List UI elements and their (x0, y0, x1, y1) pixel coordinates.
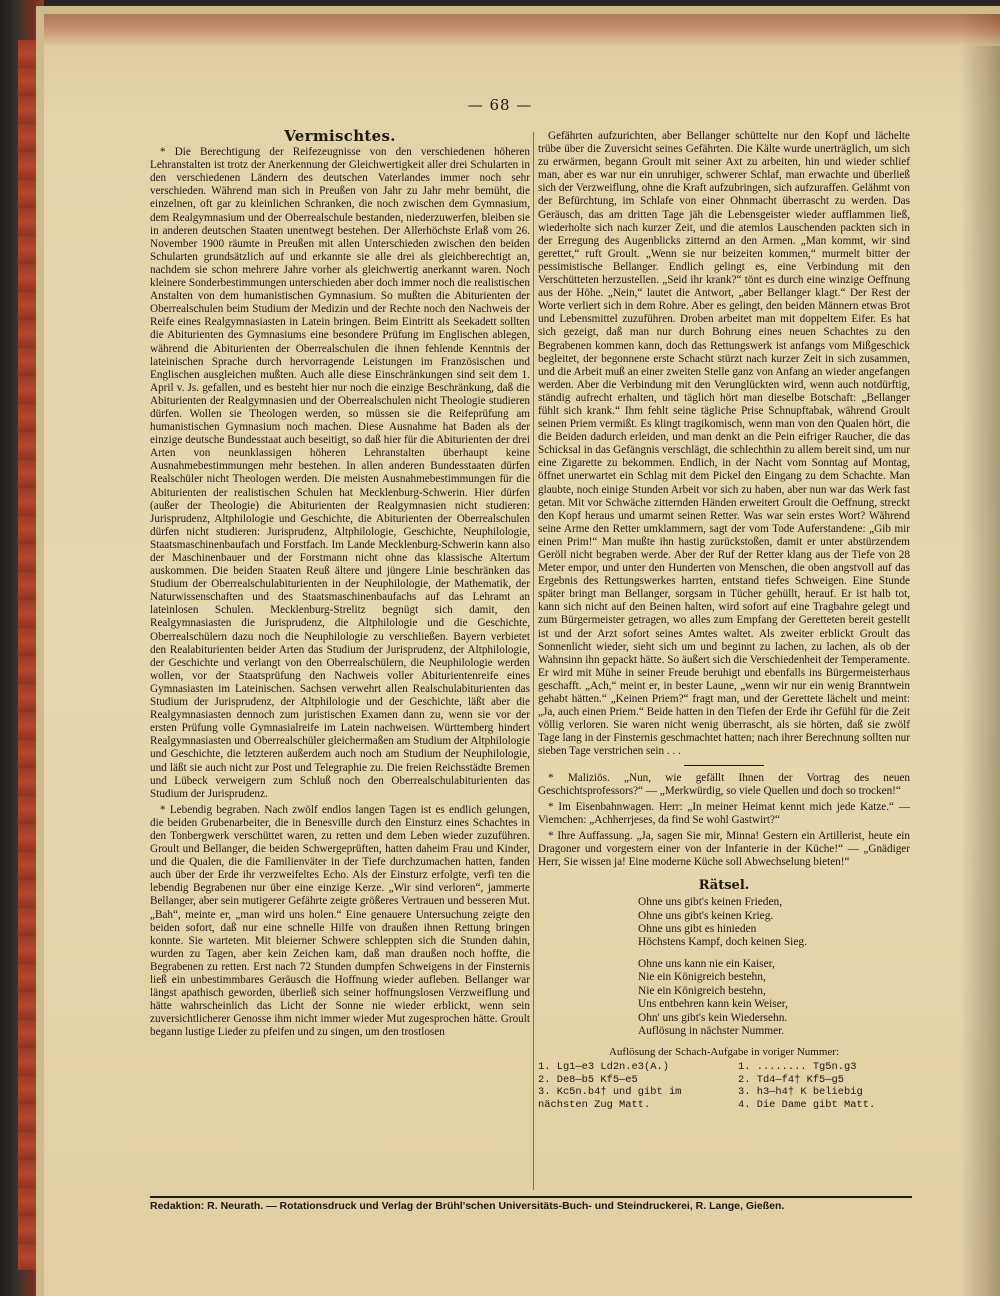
article-lebendig-begraben: * Lebendig begraben. Nach zwölf endlos langen Tagen ist es endlich gelungen, die beiden Grubenarbeiter, die in Benesville durch den Einsturz eines Schachtes in den Tonbergwerk verschüttet waren, zu retten und dem Leben wieder zuzuführen. Groult und Bellanger, die beiden Schwergeprüften, hatten daheim Frau und Kinder, und die Qualen, die die Familienväter in der Tiefe durchzumachen hatten, fanden auch über der Erde ihr verzweifeltes Echo. Als der Einsturz erfolgte, verfi ten die lebendig Begrabenen nur über eine einzige Kerze. „Wir sind verloren“, jammerte Bellanger, aber sein mutigerer Gefährte zeigte größeres Vertrauen und besseren Mut. „Bah“, meinte er, „man wird uns holen.“ Eine genauere Untersuchung zeigte den beiden sofort, daß nur eine schnelle Hilfe von draußen ihnen Rettung bringen konnte. Sie warteten. Mit bleierner Schwere schleppten sich die Stunden dahin, wurden zu Tagen, aber kein Zeichen kam, daß man draußen noch hoffte, die Begrabenen zu retten. Erst nach 72 Stunden dumpfen Schweigens in der Finsternis ließ ein unbestimmbares Geräusch die Hoffnung wieder aufleben. Bellanger war längst apathisch geworden, überließ sich seiner hoffnungslosen Verzweiflung und hätte wahrscheinlich das Licht der Sonne nie wieder erblickt, wenn sein zuversichtlicherer Genosse ihm nicht immer wieder Mut zugesprochen hätte. Groult begann lustige Lieder zu pfeifen und zu singen, um den trostlosen (150, 803, 530, 1039)
poem-line: Höchstens Kampf, doch keinen Sieg. (638, 936, 807, 949)
poem-line: Uns entbehren kann kein Weiser, (638, 998, 788, 1011)
joke-auffassung: * Ihre Auffassung. „Ja, sagen Sie mir, Minna! Gestern ein Artillerist, heute ein Dragoner und vorgestern einer von der Infanterie in der Küche!“ — „Gnädiger Herr, Sie wissen ja! Eine moderne Küche soll Abwechselung bieten!“ (538, 829, 910, 869)
chess-solution-heading: Auflösung der Schach-Aufgabe in voriger Nummer: (608, 1046, 840, 1059)
poem-line: Ohne uns gibt's keinen Frieden, (638, 896, 783, 909)
riddle-stanza-1 (638, 896, 910, 950)
chess-move: 3. h3—h4† K beliebig (738, 1086, 863, 1099)
poem-line: Nie ein Königreich bestehn, (638, 971, 766, 984)
column-divider (533, 132, 534, 1190)
chess-move: 1. Lg1—e3 Ld2n.e3(A.) (538, 1061, 669, 1074)
poem-line: Auflösung in nächster Nummer. (638, 1024, 785, 1037)
article-continuation: Gefährten aufzurichten, aber Bellanger schüttelte nur den Kopf und lächelte trübe über die Zuversicht seines Gefährten. Die Kälte wurde unerträglich, um sich zu erwärmen, begann Groult mit seiner Axt zu arbeiten, hin und wieder schlief man, aber es war nur ein unruhiger, schwerer Schlaf, man erwachte und überließ sich der Verzweiflung, ohne die Kraft aufzubringen, sich aufzuraffen. Gelähmt von der Befürchtung, im Schlafe von einer Ohnmacht überrascht zu werden. Das Geräusch, das am dritten Tage jäh die Lebensgeister wieder aufflammen ließ, wiederholte sich nach kurzer Zeit, und die atemlos Lauschenden packten sich in der Erregung des Augenblicks zitternd an den Armen. „Man kommt, wir sind gerettet,“ ruft Groult. „Wenn sie nur beizeiten kommen,“ murmelt bitter der pessimistische Bellanger. Endlich gelingt es, eine Verbindung mit den Verschütteten herzustellen. „Seid ihr krank?“ tönt es durch eine winzige Oeffnung aus der Höhe. „Nein,“ lautet die Antwort, „aber Bellanger klagt.“ Der Rest der Worte verliert sich in dem Rohre. Aber es gelingt, den beiden Männern etwas Brot und Lebensmittel zuzuführen. Droben arbeitet man mit doppeltem Eifer. Es hat sich gezeigt, daß man nur durch Bohrung eines neuen Schachtes zu den Begrabenen kommen kann, doch das Rettungswerk ist anfangs vom Mißgeschick begleitet, der begonnene erste Schacht stürzt nach kurzer Zeit in sich zusammen, und die Arbeit muß an einer zweiten Stelle ganz von Anfang an wieder angefangen werden. Aber die Verbindung mit den Verunglückten wird, wenn auch notdürftig, ständig aufrecht erhalten, und täglich hört man dieselbe Botschaft: „Bellanger fühlt sich krank.“ Ihm fehlt seine tägliche Prise Schnupftabak, während Groult seinen Priem vermißt. Es klingt tragikomisch, wenn man von den Qualen hört, die die Beiden dadurch erleiden, und man denkt an die Pein eifriger Raucher, die das Schicksal in das Gefängnis verschlägt, die schlechthin zu allem bereit sind, um nur eine Zigarette zu bekommen. Endlich, in der Nacht vom Sonntag auf Montag, öffnet unerwartet ein Schlag mit dem Pickel den Eingang zu dem Schachte. Man glaubte, noch einige Stunden Arbeit vor sich zu haben, aber nun war das Werk fast getan. Mit vor Schwäche zitternden Händen erweitert Groult die Oeffnung, streckt den Kopf heraus und umarmt seinen Retter. Was war sein erstes Wort? Während seine Arme den Retter umklammern, sagt der vom Tode Auferstandene: „Gib mir einen Prim!“ Man mußte ihn hastig zurückstoßen, damit er unter abstürzendem Geröll nicht begraben werde. Aber der Ruf der Retter klang aus der Tiefe von 28 Meter empor, und unter den Hunderten von Menschen, die oben angstvoll auf das Ergebnis des Rettungswerkes harrten, entstand tiefes Schweigen. Eine Stunde später bringt man Bellanger, sorgsam in Tücher gehüllt, herauf. Er ist halb tot, kann sich nicht auf den Beinen halten, wird sofort auf eine Tragbahre gelegt und zum Bürgermeister getragen, wo alles zum Empfang der Geretteten bereit gestellt ist und der Arzt sofort seines Amtes waltet. Als zweiter erblickt Groult das Sonnenlicht wieder, sieht sich um und beginnt zu lachen, zu lachen, als ob der Wahnsinn ihn gepackt hätte. So äußert sich die Verschiedenheit der Temperamente. Er wird mit Mühe in seiner Freude beruhigt und ebenfalls ins Bürgermeisterhaus geschafft. „Ach,“ meint er, in bester Laune, „wenn wir nur ein wenig Branntwein gehabt hätten.“ „Keinen Priem?“ fragt man, und der Gerettete lächelt und meint: „Ja, auch einen Priem.“ Beide hatten in den Tiefen der Erde ihr Gefühl für die Zeit völlig verloren. Sie waren nicht wenig überrascht, als sie hörten, daß sie zwölf Tage lang in der Finsternis geschmachtet hatten; nach ihrer Berechnung sollten nur sieben Tage verstrichen sein . . . (538, 130, 910, 758)
chess-move: nächsten Zug Matt. (538, 1098, 651, 1111)
chess-move: 2. Td4—f4† Kf5—g5 (738, 1073, 845, 1086)
riddle-stanza-2 (638, 958, 910, 1038)
chess-solution-table (538, 1061, 910, 1111)
page-number: — 68 — (467, 96, 533, 114)
chess-move: 3. Kc5n.b4† und gibt im (538, 1086, 682, 1099)
chess-move: 2. De8—b5 Kf5—e5 (538, 1073, 638, 1086)
chess-move: 1. ........ Tg5n.g3 (738, 1061, 857, 1074)
section-heading: Vermischtes. (284, 127, 396, 145)
left-column (150, 127, 530, 1042)
joke-malizioes: * Maliziös. „Nun, wie gefällt Ihnen der Vortrag des neuen Geschichtsprofessors?“ — „Merkwürdig, so viele Quellen und doch so trocken!“ (538, 771, 910, 797)
poem-line: Ohne uns gibt's keinen Krieg. (638, 909, 774, 922)
top-edge-stain (44, 14, 1000, 46)
riddle-poem (638, 896, 910, 1038)
poem-line: Ohne uns gibt es hinieden (638, 923, 757, 936)
article-reifezeugnisse: * Die Berechtigung der Reifezeugnisse von den verschiedenen höheren Lehranstalten ist trotz der Anerkennung der Gleichwertigkeit aller drei Schularten in den verschiedenen Ländern des deutschen Vaterlandes immer noch sehr verschieden. Während man sich in Preußen von Jahr zu Jahr mehr bemüht, die einzelnen, oft gar zu kleinlichen Schranken, die noch zwischen dem Gymnasium, dem Realgymnasium und der Oberrealschule bestanden, niederzuwerfen, bleiben sie in anderen deutschen Staaten unentwegt bestehen. Der Allerhöchste Erlaß vom 26. November 1900 räumte in Preußen mit allen Unterschieden zwischen den beiden Schularten grundsätzlich auf und erkannte sie alle drei als gleichberechtigt an, nachdem sie schon mehrere Jahre vorher als gleichwertig anerkannt waren. Noch kleinere Sonderbestimmungen unterschieden aber doch immer noch die realistischen Anstalten von dem humanistischen Gymnasium. So mußten die Abiturienten der Oberrealschulen beim Studium der Medizin und der Rechte noch den Nachweis der Reife eines Realgymnasiasten in Latein bringen. Beim Eintritt als Seekadett sollten die Abiturienten des Gymnasiums eine besondere Prüfung im Englischen ablegen, während die Abiturienten der Oberrealschulen die ihnen fehlende Kenntnis der lateinischen Sprache durch hervorragende Leistungen im Französischen und Englischen ausgleichen mußten. Auch alle diese Einschränkungen sind seit dem 1. April v. Js. gefallen, und es besteht hier nur noch die einzige Beschränkung, daß die Abiturienten der Realgymnasien und der Oberrealschulen nicht Theologie studieren dürfen. Wollen sie Theologen werden, so müssen sie die Reifeprüfung am humanistischen Gymnasium noch machen. Diese Ausnahme hat Baden als der einzige deutsche Bundesstaat auch beseitigt, so daß hier für die Abiturienten der drei Arten von neunklassigen höheren Lehranstalten überhaupt keine Ausnahmebestimmungen mehr bestehen. In allen anderen Bundesstaaten dürfen Realschüler nicht Theologen werden. Die meisten Ausnahmebestimmungen für die Abiturienten der realistischen Schulen hat Mecklenburg-Schwerin. Hier dürfen (außer der Theologie) die Abiturienten der Realgymnasien nicht studieren: Jurisprudenz, Altphilologie und Geschichte, die Abiturienten der Oberrealschulen dürfen nicht studieren: Jurisprudenz, Altphilologie, Geschichte, Neuphilologie, Staatsmaschinenbaufach und Forstfach. Im Lande Mecklenburg-Schwerin kann also der Maschinenbauer und der Forstmann nicht ohne das klassische Altertum auskommen. Die beiden Staaten Reuß ältere und jüngere Linie beschränken das Studium der Oberrealschulabiturienten in der Neuphilologie, der Mathematik, der Naturwissenschaften und des Staatsmaschinenbaufachs auf das Lehramt an lateinlosen Schulen. Mecklenburg-Strelitz begnügt sich damit, den Realgymnasiasten die Jurisprudenz, die Altphilologie und die Geschichte, Oberrealschülern dazu noch die Neuphilologie zu verschließen. Bayern verbietet den Realabiturienten beider Arten das Studium der Jurisprudenz, der Altphilologie, der Geschichte und verlangt von den Oberrealschülern, die Neuphilologie werden wollen, vor der Staatsprüfung den Nachweis voller Abiturientenreife eines Gymnasiasten im Lateinischen. Sachsen verwehrt allen Realschulabiturienten das Studium der Jurisprudenz, der Altphilologie und der Geschichte, läßt aber die Realgymnasiasten dennoch zum juristischen Examen dann zu, wenn sie vor der ersten Prüfung volle Gymnasialreife im Latein nachweisen. Württemberg hindert Realgymnasiasten und Oberrealschüler gleichermaßen am Studium der Altphilologie und Geschichte, die letzteren außerdem auch noch am Studium der Neuphilologie, und läßt sie auch nicht zur Post und Telegraphie zu. Die freien Reichsstädte Bremen und Lübeck verweigern zum Schluß noch den Oberrealschulabiturienten das Studium der Jurisprudenz. (150, 146, 530, 800)
poem-line: Ohne uns kann nie ein Kaiser, (638, 957, 775, 970)
joke-eisenbahnwagen: * Im Eisenbahnwagen. Herr: „In meiner Heimat kennt mich jede Katze.“ — Viemchen: „Achherrjeses, da find Se wohl Gastwirt?“ (538, 800, 910, 826)
chess-move: 4. Die Dame gibt Matt. (738, 1098, 876, 1111)
chess-variant-a (538, 1061, 738, 1111)
divider-line (684, 765, 764, 766)
riddle-title: Rätsel. (698, 878, 750, 894)
right-column (538, 130, 910, 1111)
chess-variant-b (738, 1061, 938, 1111)
poem-line: Nie ein Königreich bestehn, (638, 984, 766, 997)
footer-rule (150, 1196, 912, 1198)
imprint-footer: Redaktion: R. Neurath. — Rotationsdruck und Verlag der Brühl'schen Universitäts-Buch- und Steindruckerei, R. Lange, Gießen. (150, 1200, 785, 1212)
poem-line: Ohn' uns gibt's kein Wiedersehn. (638, 1011, 788, 1024)
